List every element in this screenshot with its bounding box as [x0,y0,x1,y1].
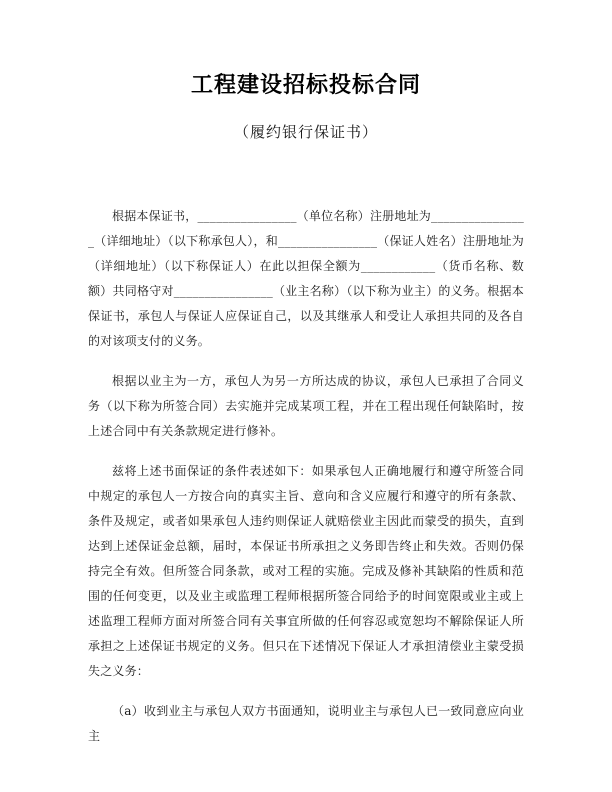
document-subtitle: （履约银行保证书） [233,123,378,141]
paragraph-guarantee-parties: 根据本保证书，________________（单位名称）注册地址为________________（详细地址）（以下称承包人），和________________（保证人姓名）注册地址为（详细地址）（以下称保证人）在此以担保全额为____________（货币名称、数额）共同格守对________________（业主名称）（以下称为业主）的义务。根据本保证书，承包人与保证人应保证自己，以及其继承人和受让人承担共同的及各自的对该项支付的义务。 [88,209,524,348]
document-title: 工程建设招标投标合同 [190,73,421,98]
document-body [88,204,524,749]
paragraph-clause-a: （a）收到业主与承包人双方书面通知，说明业主与承包人已一致同意应向业主 [88,704,524,743]
paragraph-guarantee-conditions: 兹将上述书面保证的条件表述如下：如果承包人正确地履行和遵守所签合同中规定的承包人一方按合向的真实主旨、意向和含义应履行和遵守的所有条款、条件及规定，或者如果承包人违约则保证人就赔偿业主因此而蒙受的损失，直到达到上述保证金总额，届时，本保证书所承担之义务即告终止和失效。否则仍保持完全有效。但所签合同条款，或对工程的实施。完成及修补其缺陷的性质和范围的任何变更，以及业主或监理工程师根据所签合同给予的时间宽限或业主或上述监理工程师方面对所签合同有关事宜所做的任何容忍或宽恕均不解除保证人所承担之上述保证书规定的义务。但只在下述情况下保证人才承担清偿业主蒙受损失之义务： [88,464,524,678]
paragraph-contract-obligation: 根据以业主为一方，承包人为另一方所达成的协议，承包人已承担了合同义务（以下称为所签合同）去实施并完成某项工程，并在工程出现任何缺陷时，按上述合同中有关条款规定进行修补。 [88,374,524,438]
